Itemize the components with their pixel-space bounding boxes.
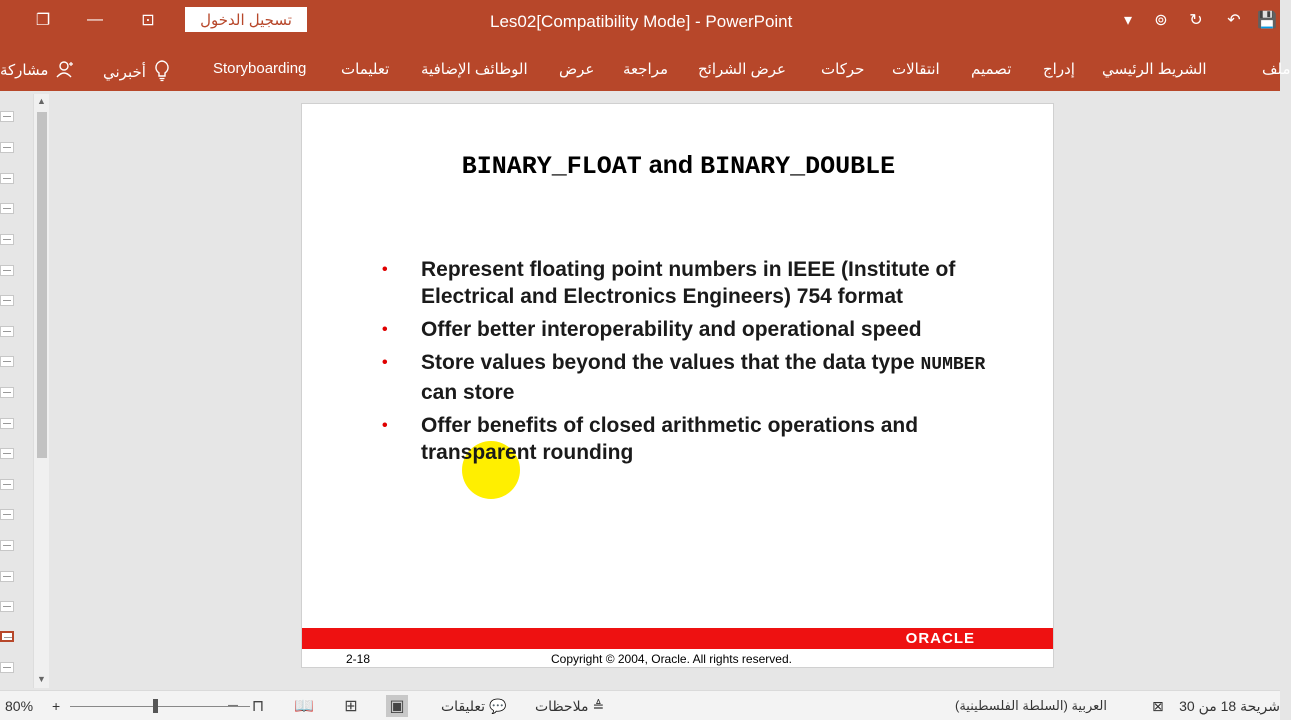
ribbon-tabs — [0, 44, 1291, 91]
zoom-slider-handle[interactable] — [153, 699, 158, 713]
bullet-text: Offer benefits of closed arithmetic operations and transparent rounding — [421, 414, 919, 464]
tab-view[interactable]: عرض — [559, 61, 595, 78]
bullet-item — [382, 256, 1002, 310]
slide-thumbnail[interactable] — [0, 387, 14, 398]
tab-animations[interactable]: حركات — [821, 61, 865, 78]
zoom-level[interactable]: 80% — [5, 698, 34, 714]
tab-slide-show[interactable]: عرض الشرائح — [698, 61, 786, 78]
zoom-in-button[interactable]: + — [52, 698, 61, 714]
start-slideshow-icon[interactable]: ⊚ — [1154, 12, 1168, 29]
share-button[interactable] — [0, 60, 74, 79]
tab-design[interactable]: تصميم — [971, 61, 1012, 78]
slide-thumbnail[interactable] — [0, 479, 14, 490]
tab-review[interactable]: مراجعة — [623, 61, 669, 78]
slideshow-view-icon[interactable]: ⊓ — [251, 698, 265, 715]
status-bar — [0, 690, 1280, 720]
oracle-logo: ORACLE — [905, 630, 975, 647]
slide-thumbnail[interactable] — [0, 111, 14, 122]
slide-thumbnail[interactable] — [0, 326, 14, 337]
copyright-text: Copyright © 2004, Oracle. All rights reserved. — [551, 652, 792, 666]
slide-canvas[interactable] — [301, 103, 1054, 668]
ribbon-display-options-button[interactable]: ⊡ — [141, 12, 155, 29]
tab-storyboarding[interactable]: Storyboarding — [213, 60, 307, 77]
bullet-text: Offer better interoperability and operational speed — [421, 318, 922, 341]
slide-thumbnail[interactable] — [0, 142, 14, 153]
zoom-slider-track[interactable] — [70, 706, 250, 707]
bullet-text: Represent floating point numbers in IEEE (Institute of Electrical and Electronics Engineers) 754 format — [421, 258, 956, 308]
bullet-code: NUMBER — [920, 355, 986, 375]
scroll-up-icon[interactable]: ▲ — [37, 96, 46, 106]
tell-me-box[interactable] — [103, 60, 170, 82]
bullet-icon: • — [382, 321, 388, 338]
slide-number: 2-18 — [346, 652, 371, 666]
zoom-out-button[interactable]: — — [228, 700, 238, 711]
oracle-footer-bar — [302, 628, 1053, 649]
slide-counter: شريحة 18 من 30 — [1179, 698, 1280, 714]
tab-add-ins[interactable]: الوظائف الإضافية — [421, 61, 528, 78]
slide-sorter-icon[interactable]: ⊞ — [344, 698, 358, 715]
bullet-item — [382, 349, 1002, 406]
scroll-down-icon[interactable]: ▼ — [37, 674, 46, 684]
reading-view-icon[interactable]: 📖 — [294, 698, 314, 715]
slide-thumbnail[interactable] — [0, 203, 14, 214]
slide-thumbnail[interactable] — [0, 540, 14, 551]
tab-transitions[interactable]: انتقالات — [892, 61, 940, 78]
share-label: مشاركة — [0, 62, 49, 79]
undo-icon[interactable]: ↶ — [1227, 12, 1241, 29]
scrollbar-thumb[interactable] — [37, 112, 47, 458]
slide-thumbnail[interactable] — [0, 234, 14, 245]
slide-thumbnail[interactable] — [0, 571, 14, 582]
spelling-check-icon[interactable]: ⊠ — [1152, 698, 1164, 714]
tab-insert[interactable]: إدراج — [1043, 61, 1075, 78]
comments-label: تعليقات — [441, 698, 486, 714]
slide-title[interactable] — [302, 151, 1055, 181]
redo-icon[interactable]: ↻ — [1189, 12, 1203, 29]
minimize-window-button[interactable]: — — [87, 11, 103, 28]
title-binary-double: BINARY_DOUBLE — [700, 152, 896, 181]
tab-file[interactable]: ملف — [1262, 61, 1291, 78]
bullet-text: can store — [421, 381, 515, 404]
tell-me-label: أخبرني — [103, 64, 146, 81]
slide-thumbnail[interactable] — [0, 662, 14, 673]
window-title: Les02[Compatibility Mode] - PowerPoint — [490, 12, 793, 31]
bullet-icon: • — [382, 354, 388, 371]
title-binary-float: BINARY_FLOAT — [461, 152, 642, 181]
bullet-text: Store values beyond the values that the data type — [421, 351, 921, 374]
save-icon[interactable]: 💾 — [1257, 12, 1277, 29]
language-indicator: العربية (السلطة الفلسطينية) — [955, 698, 1107, 713]
user-icon — [56, 60, 74, 78]
bullet-list[interactable] — [382, 256, 1002, 472]
slide-thumbnail[interactable] — [0, 601, 14, 612]
lightbulb-icon — [154, 60, 170, 82]
bullet-item — [382, 412, 1002, 466]
normal-view-icon[interactable]: ▣ — [386, 695, 408, 717]
slide-thumbnail[interactable] — [0, 173, 14, 184]
sign-in-button[interactable]: تسجيل الدخول — [185, 7, 307, 32]
notes-icon: ≜ — [592, 698, 605, 714]
notes-label: ملاحظات — [535, 698, 589, 714]
bullet-icon: • — [382, 417, 388, 434]
comment-icon: 💬 — [489, 698, 507, 714]
bullet-item — [382, 316, 1002, 343]
tab-home[interactable]: الشريط الرئيسي — [1102, 61, 1207, 78]
restore-window-button[interactable]: ❐ — [35, 12, 51, 29]
tab-help[interactable]: تعليمات — [341, 61, 390, 78]
slide-thumbnail[interactable] — [0, 418, 14, 429]
slide-thumbnail[interactable] — [0, 295, 14, 306]
customize-qat-icon[interactable]: ▾ — [1123, 12, 1133, 29]
slide-thumbnail[interactable] — [0, 509, 14, 520]
notes-button[interactable] — [535, 698, 604, 715]
thumbnail-scrollbar[interactable] — [33, 94, 49, 688]
slide-thumbnail[interactable] — [0, 265, 14, 276]
title-bar — [0, 0, 1280, 44]
bullet-icon: • — [382, 261, 388, 278]
title-and: and — [641, 151, 701, 179]
slide-thumbnail[interactable] — [0, 448, 14, 459]
comments-button[interactable] — [441, 698, 506, 715]
slide-thumbnail[interactable] — [0, 356, 14, 367]
slide-thumbnail-selected[interactable] — [0, 631, 14, 642]
